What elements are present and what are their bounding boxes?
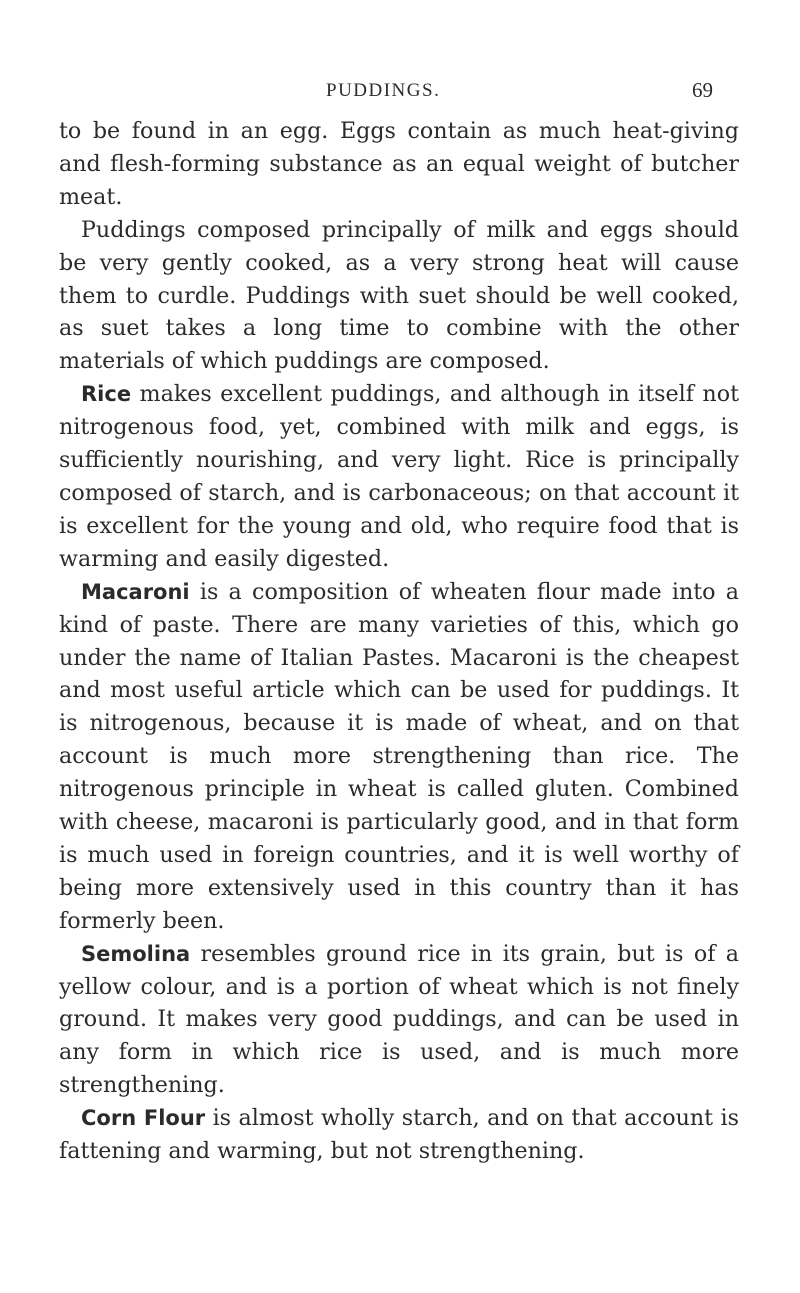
running-head: PUDDINGS. — [326, 80, 441, 101]
paragraph-semolina — [59, 938, 739, 1103]
paragraph-milk-egg-puddings — [59, 214, 739, 379]
paragraph-rice — [59, 378, 739, 575]
term-semolina: Semolina — [81, 941, 191, 966]
paragraph-text: resembles ground rice in its grain, but is of a yellow colour, and is a portion of wheat which is not finely ground. It makes very good puddings, and can be used in any form in which rice is used, and is much more strengthening. — [59, 940, 739, 1099]
term-corn-flour: Corn Flour — [81, 1106, 206, 1131]
paragraph-text: to be found in an egg. Eggs contain as much heat-giving and flesh-forming substance as an equal weight of butcher meat. — [59, 118, 739, 210]
page-header — [0, 78, 800, 108]
paragraph-corn-flour — [59, 1102, 739, 1168]
paragraph-egg-continuation — [59, 115, 739, 214]
paragraph-text: is a composition of wheaten flour made into a kind of paste. There are many varieties of this, which go under the name of Italian Pastes. Macaroni is the cheapest and most useful article which can be used for puddings. It is nitrogenous, because it is made of wheat, and on that account is much more strengthening than rice. The nitrogenous principle in wheat is called gluten. Combined with cheese, macaroni is particularly good, and in that form is much used in foreign countries, and it is well worthy of being more extensively used in this country than it has formerly been. — [59, 578, 739, 934]
paragraph-text: is almost wholly starch, and on that account is fattening and warming, but not strengthening. — [59, 1105, 739, 1165]
term-rice: Rice — [81, 382, 132, 407]
body-text — [59, 115, 739, 1168]
paragraph-text: Puddings composed principally of milk and eggs should be very gently cooked, as a very strong heat will cause them to curdle. Puddings with suet should be well cooked, as suet takes a long time to combine with the other materials of which puddings are composed. — [59, 216, 739, 375]
paragraph-macaroni — [59, 576, 739, 938]
term-macaroni: Macaroni — [81, 579, 190, 604]
paragraph-text: makes excellent puddings, and although in itself not nitrogenous food, yet, combined with milk and eggs, is sufficiently nourishing, and very light. Rice is principally composed of starch, and is carbonaceous; on that account it is excellent for the young and old, who require food that is warming and easily digested. — [59, 381, 739, 572]
page-number: 69 — [692, 78, 713, 102]
